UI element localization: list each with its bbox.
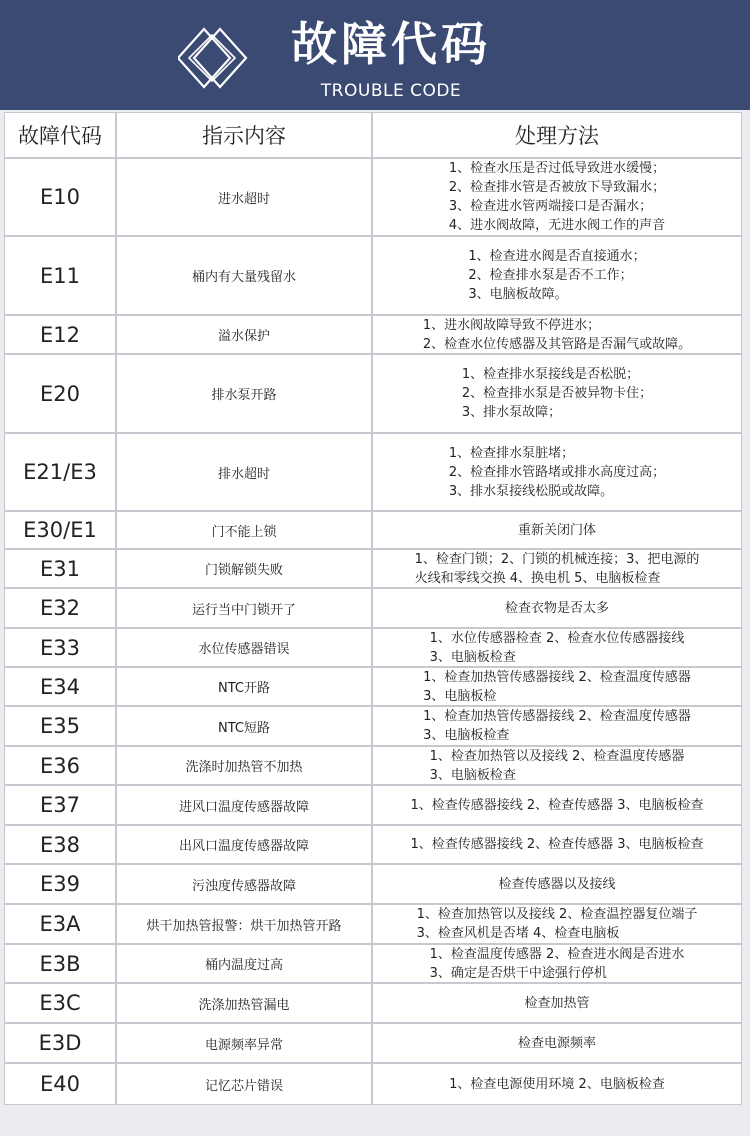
solution-lines bbox=[518, 521, 596, 540]
solution-cell bbox=[373, 434, 741, 510]
solution-line: 检查加热管 bbox=[524, 995, 590, 1011]
table-row bbox=[5, 945, 741, 984]
solution-line: 3、排水泵接线松脱或故障。 bbox=[448, 483, 614, 499]
error-code: E32 bbox=[5, 589, 117, 627]
solution-lines bbox=[449, 444, 665, 501]
solution-line: 1、检查加热管以及接线 2、检查温控器复位端子 bbox=[416, 907, 698, 922]
error-code: E39 bbox=[5, 865, 117, 903]
solution-lines bbox=[430, 629, 685, 667]
error-code: E10 bbox=[5, 159, 117, 235]
solution-line: 重新关闭门体 bbox=[517, 522, 596, 538]
table-row bbox=[5, 550, 741, 589]
solution-line: 1、进水阀故障导致不停进水； bbox=[422, 317, 601, 333]
error-description: 洗涤时加热管不加热 bbox=[117, 747, 373, 784]
solution-line: 1、检查加热管传感器接线 2、检查温度传感器 bbox=[423, 669, 691, 685]
column-header-code: 故障代码 bbox=[5, 113, 117, 157]
table-row bbox=[5, 237, 741, 316]
column-header-solution: 处理方法 bbox=[515, 124, 599, 148]
table-row bbox=[5, 1024, 741, 1064]
table-header-row bbox=[5, 113, 741, 159]
solution-lines bbox=[468, 247, 645, 304]
table-row bbox=[5, 905, 741, 945]
solution-lines bbox=[524, 994, 589, 1013]
table-row bbox=[5, 786, 741, 826]
error-code: E34 bbox=[5, 668, 117, 705]
solution-line: 1、检查传感器接线 2、检查传感器 3、电脑板检查 bbox=[410, 837, 704, 852]
error-description: 污浊度传感器故障 bbox=[117, 865, 373, 903]
solution-line: 1、检查水压是否过低导致进水缓慢； bbox=[448, 161, 666, 176]
error-code: E21/E3 bbox=[5, 434, 117, 510]
error-description: 桶内有大量残留水 bbox=[117, 237, 373, 314]
table-row bbox=[5, 747, 741, 786]
page-title: 故障代码 bbox=[291, 17, 491, 71]
table-row bbox=[5, 707, 741, 747]
solution-line: 火线和零线交换 4、换电机 5、电脑板检查 bbox=[414, 570, 661, 586]
solution-cell bbox=[373, 159, 741, 235]
solution-line: 检查传感器以及接线 bbox=[498, 876, 616, 892]
error-code: E38 bbox=[5, 826, 117, 863]
solution-lines bbox=[423, 668, 691, 706]
solution-line: 2、检查排水泵是否被异物卡住； bbox=[461, 386, 653, 401]
error-description: 进风口温度传感器故障 bbox=[117, 786, 373, 824]
table-row bbox=[5, 984, 741, 1024]
solution-cell bbox=[373, 1024, 741, 1062]
solution-line: 1、检查排水泵脏堵； bbox=[448, 445, 575, 461]
solution-cell bbox=[373, 589, 741, 627]
solution-cell bbox=[373, 826, 741, 863]
solution-cell bbox=[373, 550, 741, 587]
table-row bbox=[5, 668, 741, 707]
solution-line: 检查电源频率 bbox=[517, 1035, 596, 1051]
solution-line: 1、检查温度传感器 2、检查进水阀是否进水 bbox=[429, 946, 685, 962]
column-header-description: 指示内容 bbox=[117, 113, 373, 157]
solution-lines bbox=[410, 796, 703, 815]
page-subtitle: TROUBLE CODE bbox=[320, 81, 462, 101]
error-code: E20 bbox=[5, 355, 117, 432]
solution-cell bbox=[373, 707, 741, 745]
error-code: E35 bbox=[5, 707, 117, 745]
error-description: 记忆芯片错误 bbox=[117, 1064, 373, 1104]
solution-lines bbox=[430, 747, 685, 785]
solution-line: 4、进水阀故障，无进水阀工作的声音 bbox=[448, 218, 666, 233]
solution-line: 1、检查传感器接线 2、检查传感器 3、电脑板检查 bbox=[410, 797, 704, 813]
solution-line: 2、检查排水管是否被放下导致漏水； bbox=[448, 180, 666, 195]
error-description: 运行当中门锁开了 bbox=[117, 589, 373, 627]
solution-lines bbox=[498, 875, 615, 894]
trouble-code-table bbox=[4, 112, 742, 1105]
table-row bbox=[5, 316, 741, 355]
table-row bbox=[5, 826, 741, 865]
error-description: 门锁解锁失败 bbox=[117, 550, 373, 587]
solution-lines bbox=[423, 316, 691, 354]
solution-lines bbox=[462, 365, 652, 422]
error-code: E11 bbox=[5, 237, 117, 314]
solution-lines bbox=[518, 1034, 596, 1053]
error-code: E40 bbox=[5, 1064, 117, 1104]
solution-line: 3、电脑板故障。 bbox=[468, 287, 568, 302]
solution-cell bbox=[373, 945, 741, 982]
error-description: 门不能上锁 bbox=[117, 512, 373, 548]
table-row bbox=[5, 589, 741, 629]
solution-lines bbox=[415, 550, 700, 588]
solution-cell bbox=[373, 237, 741, 314]
solution-line: 3、确定是否烘干中途强行停机 bbox=[429, 965, 607, 981]
error-description: NTC开路 bbox=[117, 668, 373, 705]
table-row bbox=[5, 865, 741, 905]
error-description: 排水超时 bbox=[117, 434, 373, 510]
solution-line: 1、检查电源使用环境 2、电脑板检查 bbox=[449, 1076, 665, 1092]
error-code: E33 bbox=[5, 629, 117, 666]
solution-cell bbox=[373, 984, 741, 1022]
solution-cell bbox=[373, 905, 741, 943]
table-row bbox=[5, 1064, 741, 1104]
solution-line: 2、检查排水管路堵或排水高度过高； bbox=[448, 464, 666, 480]
solution-line: 3、检查风机是否堵 4、检查电脑板 bbox=[416, 926, 620, 941]
solution-lines bbox=[449, 1075, 665, 1094]
solution-line: 3、排水泵故障； bbox=[461, 405, 562, 420]
solution-cell bbox=[373, 865, 741, 903]
error-code: E3C bbox=[5, 984, 117, 1022]
error-code: E31 bbox=[5, 550, 117, 587]
solution-cell bbox=[373, 1064, 741, 1104]
error-description: 电源频率异常 bbox=[117, 1024, 373, 1062]
solution-lines bbox=[417, 905, 698, 943]
error-description: 水位传感器错误 bbox=[117, 629, 373, 666]
solution-line: 2、检查水位传感器及其管路是否漏气或故障。 bbox=[422, 336, 692, 352]
solution-line: 1、检查加热管以及接线 2、检查温度传感器 bbox=[429, 748, 685, 764]
error-description: 溢水保护 bbox=[117, 316, 373, 353]
solution-cell bbox=[373, 668, 741, 705]
solution-line: 检查衣物是否太多 bbox=[504, 600, 609, 616]
error-code: E3D bbox=[5, 1024, 117, 1062]
solution-cell bbox=[373, 316, 741, 353]
table-row bbox=[5, 355, 741, 434]
error-description: NTC短路 bbox=[117, 707, 373, 745]
solution-cell bbox=[373, 629, 741, 666]
error-code: E12 bbox=[5, 316, 117, 353]
solution-line: 3、电脑板检查 bbox=[423, 728, 510, 743]
error-code: E3A bbox=[5, 905, 117, 943]
solution-line: 3、检查进水管两端接口是否漏水； bbox=[448, 199, 653, 214]
solution-line: 1、检查门锁；2、门锁的机械连接；3、把电源的 bbox=[414, 551, 700, 567]
error-description: 桶内温度过高 bbox=[117, 945, 373, 982]
table-row bbox=[5, 159, 741, 237]
solution-cell bbox=[373, 355, 741, 432]
header-banner bbox=[0, 0, 750, 110]
error-code: E36 bbox=[5, 747, 117, 784]
error-description: 洗涤加热管漏电 bbox=[117, 984, 373, 1022]
error-code: E37 bbox=[5, 786, 117, 824]
error-description: 排水泵开路 bbox=[117, 355, 373, 432]
solution-lines bbox=[423, 707, 691, 745]
solution-line: 1、检查排水泵接线是否松脱； bbox=[461, 367, 640, 382]
solution-line: 1、水位传感器检查 2、检查水位传感器接线 bbox=[429, 630, 685, 646]
error-description: 进水超时 bbox=[117, 159, 373, 235]
error-description: 出风口温度传感器故障 bbox=[117, 826, 373, 863]
solution-line: 1、检查加热管传感器接线 2、检查温度传感器 bbox=[423, 709, 691, 724]
solution-lines bbox=[410, 835, 703, 854]
solution-cell bbox=[373, 512, 741, 548]
solution-line: 3、电脑板检 bbox=[423, 688, 497, 704]
solution-lines bbox=[449, 159, 665, 235]
table-row bbox=[5, 512, 741, 550]
error-code: E3B bbox=[5, 945, 117, 982]
error-description: 烘干加热管报警：烘干加热管开路 bbox=[117, 905, 373, 943]
error-code: E30/E1 bbox=[5, 512, 117, 548]
solution-line: 1、检查进水阀是否直接通水； bbox=[468, 249, 646, 264]
solution-line: 2、检查排水泵是否不工作； bbox=[468, 268, 633, 283]
solution-line: 3、电脑板检查 bbox=[429, 767, 516, 783]
solution-line: 3、电脑板检查 bbox=[429, 649, 516, 665]
solution-lines bbox=[505, 599, 609, 618]
solution-cell bbox=[373, 786, 741, 824]
table-row bbox=[5, 434, 741, 512]
double-diamond-icon bbox=[178, 26, 262, 90]
solution-lines bbox=[430, 945, 685, 983]
solution-cell bbox=[373, 747, 741, 784]
table-row bbox=[5, 629, 741, 668]
